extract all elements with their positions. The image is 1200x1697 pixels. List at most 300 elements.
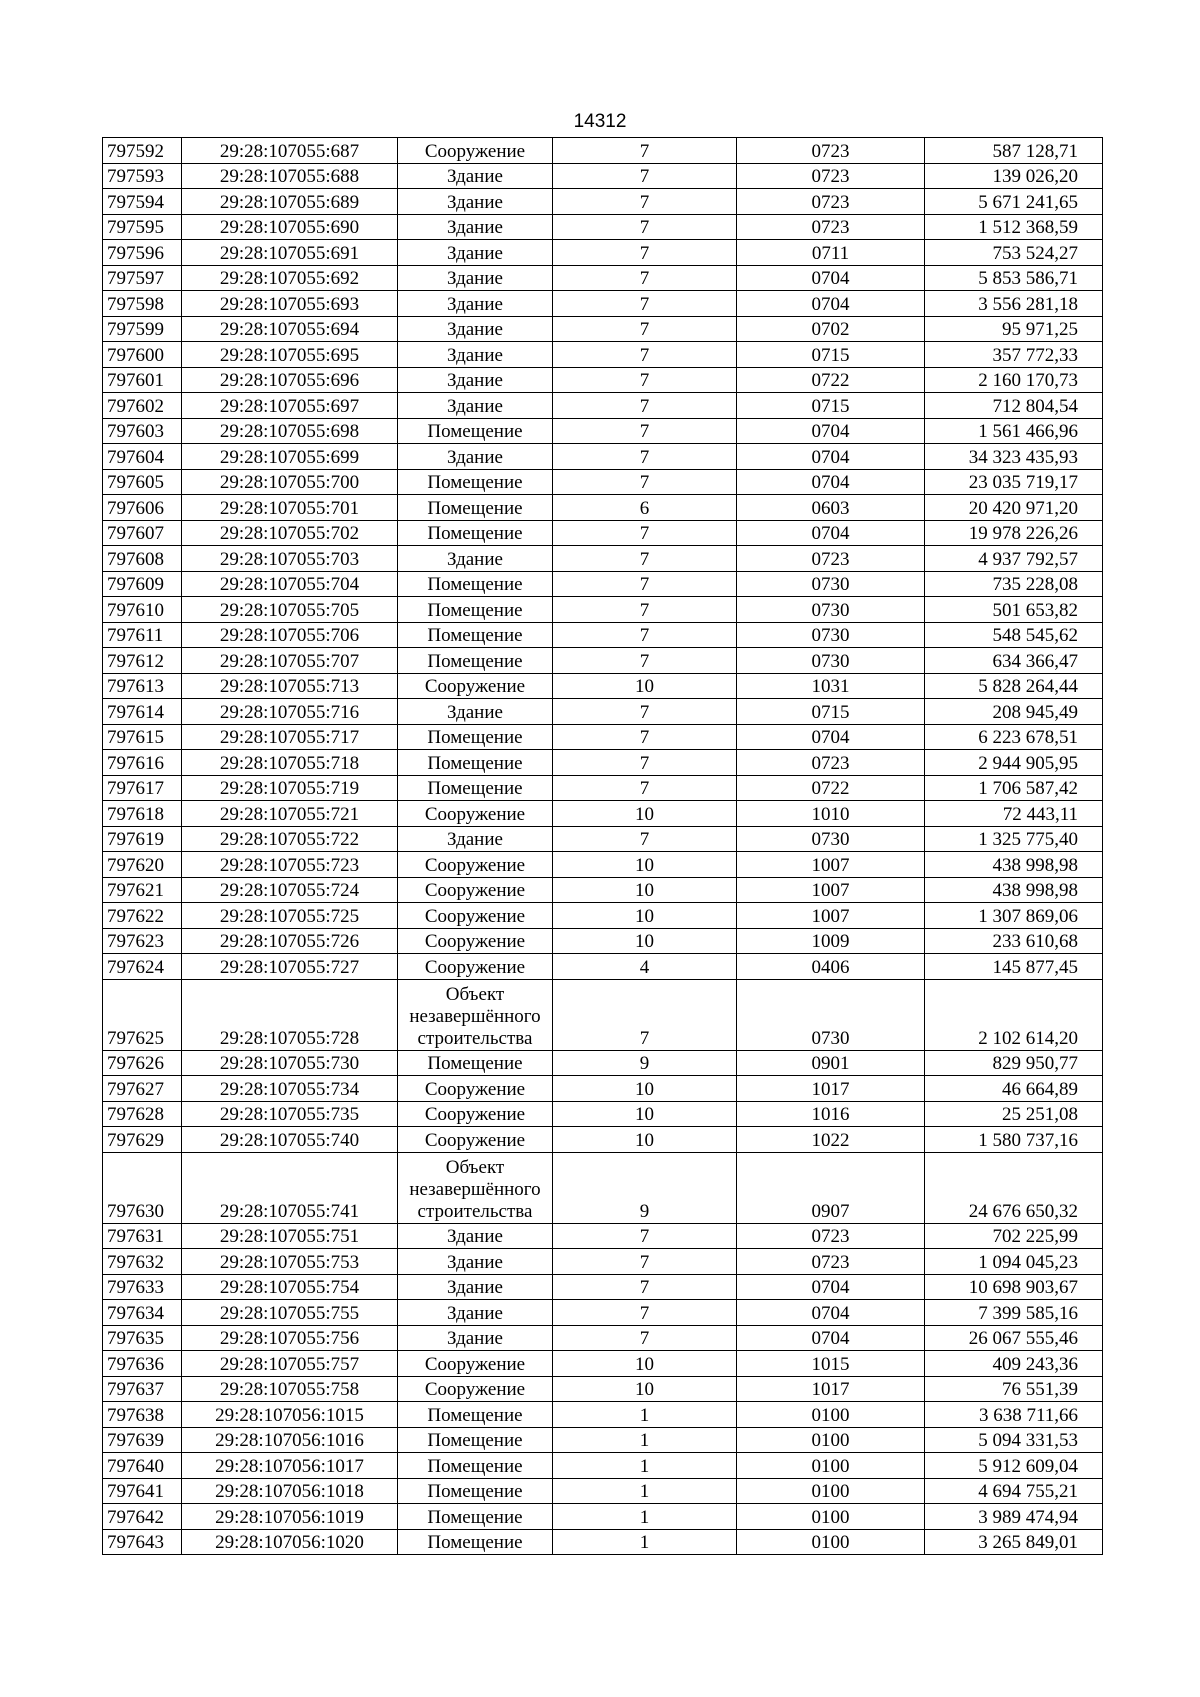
- subgroup-code-cell: 0702: [737, 316, 925, 342]
- cadastral-number-cell: 29:28:107055:707: [182, 648, 398, 674]
- cadastral-number-cell: 29:28:107055:689: [182, 189, 398, 215]
- row-number-cell: 797638: [103, 1402, 182, 1428]
- subgroup-code-cell: 1016: [737, 1101, 925, 1127]
- table-row: [103, 1300, 1103, 1326]
- table-row: [103, 852, 1103, 878]
- subgroup-code-cell: 0704: [737, 444, 925, 470]
- cadastral-value-cell: 95 971,25: [925, 316, 1103, 342]
- cadastral-value-cell: 2 102 614,20: [925, 979, 1103, 1050]
- cadastral-number-cell: 29:28:107055:695: [182, 342, 398, 368]
- object-type-cell: Помещение: [398, 1427, 553, 1453]
- row-number-cell: 797599: [103, 316, 182, 342]
- cadastral-number-cell: 29:28:107055:727: [182, 954, 398, 980]
- object-type-cell: Сооружение: [398, 852, 553, 878]
- object-type-cell: Здание: [398, 163, 553, 189]
- cadastral-value-cell: 3 638 711,66: [925, 1402, 1103, 1428]
- object-type-cell: Объект незавершённого строительства: [398, 1152, 553, 1223]
- cadastral-number-cell: 29:28:107055:722: [182, 826, 398, 852]
- cadastral-value-cell: 5 094 331,53: [925, 1427, 1103, 1453]
- subgroup-code-cell: 0704: [737, 469, 925, 495]
- group-cell: 7: [553, 546, 737, 572]
- object-type-cell: Помещение: [398, 1050, 553, 1076]
- row-number-cell: 797624: [103, 954, 182, 980]
- group-cell: 7: [553, 367, 737, 393]
- subgroup-code-cell: 0723: [737, 750, 925, 776]
- subgroup-code-cell: 0711: [737, 240, 925, 266]
- row-number-cell: 797609: [103, 571, 182, 597]
- subgroup-code-cell: 1007: [737, 877, 925, 903]
- table-row: [103, 928, 1103, 954]
- cadastral-number-cell: 29:28:107055:706: [182, 622, 398, 648]
- object-type-cell: Сооружение: [398, 673, 553, 699]
- group-cell: 7: [553, 444, 737, 470]
- subgroup-code-cell: 0100: [737, 1504, 925, 1530]
- cadastral-value-cell: 587 128,71: [925, 138, 1103, 164]
- table-row: [103, 1274, 1103, 1300]
- cadastral-value-cell: 1 094 045,23: [925, 1249, 1103, 1275]
- cadastral-value-cell: 3 556 281,18: [925, 291, 1103, 317]
- row-number-cell: 797604: [103, 444, 182, 470]
- group-cell: 7: [553, 979, 737, 1050]
- table-row: [103, 393, 1103, 419]
- object-type-cell: Помещение: [398, 1453, 553, 1479]
- row-number-cell: 797607: [103, 520, 182, 546]
- cadastral-number-cell: 29:28:107055:705: [182, 597, 398, 623]
- cadastral-number-cell: 29:28:107055:753: [182, 1249, 398, 1275]
- object-type-cell: Здание: [398, 291, 553, 317]
- cadastral-value-cell: 26 067 555,46: [925, 1325, 1103, 1351]
- object-type-cell: Помещение: [398, 775, 553, 801]
- cadastral-value-cell: 5 671 241,65: [925, 189, 1103, 215]
- object-type-cell: Помещение: [398, 1504, 553, 1530]
- table-row: [103, 495, 1103, 521]
- subgroup-code-cell: 1009: [737, 928, 925, 954]
- cadastral-value-cell: 712 804,54: [925, 393, 1103, 419]
- row-number-cell: 797641: [103, 1478, 182, 1504]
- object-type-cell: Здание: [398, 342, 553, 368]
- cadastral-value-cell: 5 912 609,04: [925, 1453, 1103, 1479]
- table-row: [103, 265, 1103, 291]
- group-cell: 1: [553, 1504, 737, 1530]
- cadastral-value-cell: 357 772,33: [925, 342, 1103, 368]
- group-cell: 10: [553, 1351, 737, 1377]
- group-cell: 7: [553, 750, 737, 776]
- cadastral-value-cell: 5 828 264,44: [925, 673, 1103, 699]
- group-cell: 7: [553, 469, 737, 495]
- group-cell: 10: [553, 801, 737, 827]
- cadastral-value-cell: 2 160 170,73: [925, 367, 1103, 393]
- table-row: [103, 163, 1103, 189]
- object-type-cell: Здание: [398, 189, 553, 215]
- table-row: [103, 1223, 1103, 1249]
- group-cell: 1: [553, 1529, 737, 1555]
- cadastral-value-cell: 24 676 650,32: [925, 1152, 1103, 1223]
- subgroup-code-cell: 0704: [737, 724, 925, 750]
- group-cell: 6: [553, 495, 737, 521]
- object-type-cell: Сооружение: [398, 928, 553, 954]
- cadastral-number-cell: 29:28:107055:692: [182, 265, 398, 291]
- row-number-cell: 797614: [103, 699, 182, 725]
- cadastral-number-cell: 29:28:107055:725: [182, 903, 398, 929]
- subgroup-code-cell: 0603: [737, 495, 925, 521]
- table-row: [103, 1325, 1103, 1351]
- row-number-cell: 797636: [103, 1351, 182, 1377]
- table-row: [103, 571, 1103, 597]
- cadastral-number-cell: 29:28:107055:690: [182, 214, 398, 240]
- cadastral-number-cell: 29:28:107055:699: [182, 444, 398, 470]
- object-type-cell: Помещение: [398, 597, 553, 623]
- subgroup-code-cell: 1017: [737, 1376, 925, 1402]
- object-type-cell: Здание: [398, 546, 553, 572]
- cadastral-value-cell: 4 694 755,21: [925, 1478, 1103, 1504]
- table-row: [103, 1376, 1103, 1402]
- subgroup-code-cell: 0100: [737, 1402, 925, 1428]
- table-row: [103, 367, 1103, 393]
- table-row: [103, 1402, 1103, 1428]
- table-row: [103, 597, 1103, 623]
- row-number-cell: 797598: [103, 291, 182, 317]
- cadastral-number-cell: 29:28:107055:734: [182, 1076, 398, 1102]
- row-number-cell: 797616: [103, 750, 182, 776]
- cadastral-number-cell: 29:28:107055:724: [182, 877, 398, 903]
- table-row: [103, 903, 1103, 929]
- object-type-cell: Сооружение: [398, 1376, 553, 1402]
- row-number-cell: 797617: [103, 775, 182, 801]
- row-number-cell: 797643: [103, 1529, 182, 1555]
- cadastral-number-cell: 29:28:107055:755: [182, 1300, 398, 1326]
- cadastral-value-cell: 829 950,77: [925, 1050, 1103, 1076]
- cadastral-value-cell: 6 223 678,51: [925, 724, 1103, 750]
- group-cell: 7: [553, 342, 737, 368]
- group-cell: 10: [553, 1127, 737, 1153]
- row-number-cell: 797626: [103, 1050, 182, 1076]
- group-cell: 7: [553, 1325, 737, 1351]
- cadastral-number-cell: 29:28:107056:1016: [182, 1427, 398, 1453]
- cadastral-value-cell: 735 228,08: [925, 571, 1103, 597]
- table-row: [103, 1127, 1103, 1153]
- table-row: [103, 444, 1103, 470]
- object-type-cell: Сооружение: [398, 954, 553, 980]
- object-type-cell: Сооружение: [398, 1351, 553, 1377]
- cadastral-value-cell: 3 989 474,94: [925, 1504, 1103, 1530]
- group-cell: 7: [553, 393, 737, 419]
- group-cell: 7: [553, 291, 737, 317]
- subgroup-code-cell: 0730: [737, 826, 925, 852]
- subgroup-code-cell: 0704: [737, 1300, 925, 1326]
- cadastral-value-cell: 1 561 466,96: [925, 418, 1103, 444]
- group-cell: 7: [553, 214, 737, 240]
- cadastral-value-cell: 25 251,08: [925, 1101, 1103, 1127]
- group-cell: 7: [553, 418, 737, 444]
- group-cell: 7: [553, 1300, 737, 1326]
- group-cell: 10: [553, 928, 737, 954]
- subgroup-code-cell: 0723: [737, 214, 925, 240]
- subgroup-code-cell: 0730: [737, 597, 925, 623]
- cadastral-number-cell: 29:28:107055:713: [182, 673, 398, 699]
- object-type-cell: Помещение: [398, 1478, 553, 1504]
- table-row: [103, 138, 1103, 164]
- object-type-cell: Здание: [398, 444, 553, 470]
- table-row: [103, 469, 1103, 495]
- cadastral-number-cell: 29:28:107055:730: [182, 1050, 398, 1076]
- cadastral-number-cell: 29:28:107055:757: [182, 1351, 398, 1377]
- cadastral-value-cell: 4 937 792,57: [925, 546, 1103, 572]
- row-number-cell: 797635: [103, 1325, 182, 1351]
- cadastral-number-cell: 29:28:107056:1015: [182, 1402, 398, 1428]
- table-row: [103, 1478, 1103, 1504]
- subgroup-code-cell: 1031: [737, 673, 925, 699]
- table-body: [103, 138, 1103, 1555]
- cadastral-value-cell: 7 399 585,16: [925, 1300, 1103, 1326]
- row-number-cell: 797619: [103, 826, 182, 852]
- row-number-cell: 797612: [103, 648, 182, 674]
- cadastral-value-cell: 1 512 368,59: [925, 214, 1103, 240]
- subgroup-code-cell: 0100: [737, 1427, 925, 1453]
- cadastral-number-cell: 29:28:107055:700: [182, 469, 398, 495]
- group-cell: 7: [553, 597, 737, 623]
- object-type-cell: Здание: [398, 1300, 553, 1326]
- object-type-cell: Помещение: [398, 724, 553, 750]
- row-number-cell: 797618: [103, 801, 182, 827]
- cadastral-number-cell: 29:28:107055:723: [182, 852, 398, 878]
- row-number-cell: 797630: [103, 1152, 182, 1223]
- subgroup-code-cell: 1022: [737, 1127, 925, 1153]
- group-cell: 7: [553, 571, 737, 597]
- cadastral-number-cell: 29:28:107055:694: [182, 316, 398, 342]
- object-type-cell: Здание: [398, 1223, 553, 1249]
- table-row: [103, 1050, 1103, 1076]
- cadastral-number-cell: 29:28:107055:688: [182, 163, 398, 189]
- cadastral-value-cell: 5 853 586,71: [925, 265, 1103, 291]
- cadastral-value-cell: 1 580 737,16: [925, 1127, 1103, 1153]
- cadastral-value-cell: 34 323 435,93: [925, 444, 1103, 470]
- row-number-cell: 797633: [103, 1274, 182, 1300]
- subgroup-code-cell: 0100: [737, 1478, 925, 1504]
- group-cell: 7: [553, 724, 737, 750]
- subgroup-code-cell: 0907: [737, 1152, 925, 1223]
- cadastral-number-cell: 29:28:107056:1018: [182, 1478, 398, 1504]
- subgroup-code-cell: 0715: [737, 342, 925, 368]
- table-row: [103, 1453, 1103, 1479]
- group-cell: 7: [553, 189, 737, 215]
- cadastral-value-cell: 139 026,20: [925, 163, 1103, 189]
- row-number-cell: 797637: [103, 1376, 182, 1402]
- object-type-cell: Помещение: [398, 418, 553, 444]
- row-number-cell: 797602: [103, 393, 182, 419]
- cadastral-value-cell: 438 998,98: [925, 877, 1103, 903]
- object-type-cell: Здание: [398, 214, 553, 240]
- subgroup-code-cell: 0704: [737, 1274, 925, 1300]
- cadastral-number-cell: 29:28:107056:1017: [182, 1453, 398, 1479]
- cadastral-number-cell: 29:28:107055:718: [182, 750, 398, 776]
- row-number-cell: 797627: [103, 1076, 182, 1102]
- cadastral-value-cell: 72 443,11: [925, 801, 1103, 827]
- cadastral-number-cell: 29:28:107055:754: [182, 1274, 398, 1300]
- row-number-cell: 797592: [103, 138, 182, 164]
- group-cell: 10: [553, 852, 737, 878]
- object-type-cell: Объект незавершённого строительства: [398, 979, 553, 1050]
- row-number-cell: 797594: [103, 189, 182, 215]
- row-number-cell: 797631: [103, 1223, 182, 1249]
- subgroup-code-cell: 0730: [737, 979, 925, 1050]
- row-number-cell: 797628: [103, 1101, 182, 1127]
- cadastral-number-cell: 29:28:107055:701: [182, 495, 398, 521]
- cadastral-value-cell: 145 877,45: [925, 954, 1103, 980]
- table-row: [103, 724, 1103, 750]
- cadastral-number-cell: 29:28:107055:756: [182, 1325, 398, 1351]
- cadastral-number-cell: 29:28:107055:687: [182, 138, 398, 164]
- table-row: [103, 1504, 1103, 1530]
- cadastral-value-cell: 634 366,47: [925, 648, 1103, 674]
- row-number-cell: 797640: [103, 1453, 182, 1479]
- cadastral-number-cell: 29:28:107055:740: [182, 1127, 398, 1153]
- table-row: [103, 1152, 1103, 1223]
- object-type-cell: Помещение: [398, 495, 553, 521]
- row-number-cell: 797595: [103, 214, 182, 240]
- cadastral-number-cell: 29:28:107055:758: [182, 1376, 398, 1402]
- row-number-cell: 797632: [103, 1249, 182, 1275]
- table-row: [103, 1427, 1103, 1453]
- subgroup-code-cell: 0100: [737, 1453, 925, 1479]
- group-cell: 7: [553, 699, 737, 725]
- group-cell: 9: [553, 1050, 737, 1076]
- subgroup-code-cell: 0715: [737, 699, 925, 725]
- cadastral-value-table: [102, 137, 1103, 1555]
- subgroup-code-cell: 0723: [737, 138, 925, 164]
- cadastral-number-cell: 29:28:107055:697: [182, 393, 398, 419]
- object-type-cell: Помещение: [398, 469, 553, 495]
- cadastral-number-cell: 29:28:107055:704: [182, 571, 398, 597]
- cadastral-value-cell: 1 325 775,40: [925, 826, 1103, 852]
- group-cell: 1: [553, 1402, 737, 1428]
- cadastral-value-cell: 1 706 587,42: [925, 775, 1103, 801]
- row-number-cell: 797596: [103, 240, 182, 266]
- object-type-cell: Помещение: [398, 622, 553, 648]
- cadastral-value-cell: 10 698 903,67: [925, 1274, 1103, 1300]
- row-number-cell: 797622: [103, 903, 182, 929]
- row-number-cell: 797620: [103, 852, 182, 878]
- object-type-cell: Сооружение: [398, 1101, 553, 1127]
- subgroup-code-cell: 0406: [737, 954, 925, 980]
- object-type-cell: Сооружение: [398, 1076, 553, 1102]
- cadastral-number-cell: 29:28:107055:726: [182, 928, 398, 954]
- group-cell: 7: [553, 775, 737, 801]
- cadastral-number-cell: 29:28:107056:1020: [182, 1529, 398, 1555]
- cadastral-number-cell: 29:28:107055:716: [182, 699, 398, 725]
- group-cell: 7: [553, 163, 737, 189]
- subgroup-code-cell: 0723: [737, 1223, 925, 1249]
- table-row: [103, 699, 1103, 725]
- subgroup-code-cell: 0723: [737, 189, 925, 215]
- object-type-cell: Здание: [398, 367, 553, 393]
- subgroup-code-cell: 1007: [737, 852, 925, 878]
- object-type-cell: Здание: [398, 240, 553, 266]
- table-row: [103, 189, 1103, 215]
- group-cell: 10: [553, 1076, 737, 1102]
- subgroup-code-cell: 0100: [737, 1529, 925, 1555]
- table-row: [103, 979, 1103, 1050]
- cadastral-number-cell: 29:28:107056:1019: [182, 1504, 398, 1530]
- cadastral-number-cell: 29:28:107055:741: [182, 1152, 398, 1223]
- row-number-cell: 797621: [103, 877, 182, 903]
- cadastral-value-cell: 548 545,62: [925, 622, 1103, 648]
- row-number-cell: 797639: [103, 1427, 182, 1453]
- table-row: [103, 1101, 1103, 1127]
- cadastral-value-cell: 702 225,99: [925, 1223, 1103, 1249]
- cadastral-value-cell: 2 944 905,95: [925, 750, 1103, 776]
- table-row: [103, 673, 1103, 699]
- table-row: [103, 826, 1103, 852]
- subgroup-code-cell: 0730: [737, 622, 925, 648]
- subgroup-code-cell: 0704: [737, 520, 925, 546]
- table-row: [103, 316, 1103, 342]
- group-cell: 10: [553, 673, 737, 699]
- cadastral-number-cell: 29:28:107055:703: [182, 546, 398, 572]
- subgroup-code-cell: 0723: [737, 546, 925, 572]
- page-number: 14312: [573, 111, 627, 132]
- object-type-cell: Помещение: [398, 648, 553, 674]
- table-row: [103, 801, 1103, 827]
- cadastral-value-cell: 233 610,68: [925, 928, 1103, 954]
- object-type-cell: Здание: [398, 393, 553, 419]
- object-type-cell: Здание: [398, 1325, 553, 1351]
- object-type-cell: Помещение: [398, 1529, 553, 1555]
- table-row: [103, 1529, 1103, 1555]
- object-type-cell: Здание: [398, 316, 553, 342]
- subgroup-code-cell: 0723: [737, 163, 925, 189]
- subgroup-code-cell: 0901: [737, 1050, 925, 1076]
- cadastral-number-cell: 29:28:107055:696: [182, 367, 398, 393]
- cadastral-value-cell: 76 551,39: [925, 1376, 1103, 1402]
- group-cell: 7: [553, 138, 737, 164]
- group-cell: 7: [553, 520, 737, 546]
- row-number-cell: 797597: [103, 265, 182, 291]
- row-number-cell: 797611: [103, 622, 182, 648]
- object-type-cell: Здание: [398, 265, 553, 291]
- group-cell: 7: [553, 1223, 737, 1249]
- row-number-cell: 797615: [103, 724, 182, 750]
- table-row: [103, 750, 1103, 776]
- table-row: [103, 546, 1103, 572]
- object-type-cell: Помещение: [398, 750, 553, 776]
- cadastral-value-cell: 1 307 869,06: [925, 903, 1103, 929]
- table-row: [103, 342, 1103, 368]
- table-row: [103, 418, 1103, 444]
- table-row: [103, 622, 1103, 648]
- group-cell: 10: [553, 1101, 737, 1127]
- object-type-cell: Сооружение: [398, 877, 553, 903]
- row-number-cell: 797613: [103, 673, 182, 699]
- cadastral-number-cell: 29:28:107055:698: [182, 418, 398, 444]
- cadastral-value-cell: 438 998,98: [925, 852, 1103, 878]
- subgroup-code-cell: 0730: [737, 648, 925, 674]
- group-cell: 7: [553, 648, 737, 674]
- subgroup-code-cell: 1017: [737, 1076, 925, 1102]
- row-number-cell: 797625: [103, 979, 182, 1050]
- subgroup-code-cell: 0722: [737, 775, 925, 801]
- cadastral-value-cell: 208 945,49: [925, 699, 1103, 725]
- cadastral-number-cell: 29:28:107055:728: [182, 979, 398, 1050]
- row-number-cell: 797601: [103, 367, 182, 393]
- row-number-cell: 797634: [103, 1300, 182, 1326]
- table-row: [103, 214, 1103, 240]
- row-number-cell: 797610: [103, 597, 182, 623]
- row-number-cell: 797605: [103, 469, 182, 495]
- cadastral-number-cell: 29:28:107055:693: [182, 291, 398, 317]
- object-type-cell: Сооружение: [398, 138, 553, 164]
- table-row: [103, 1249, 1103, 1275]
- subgroup-code-cell: 0704: [737, 291, 925, 317]
